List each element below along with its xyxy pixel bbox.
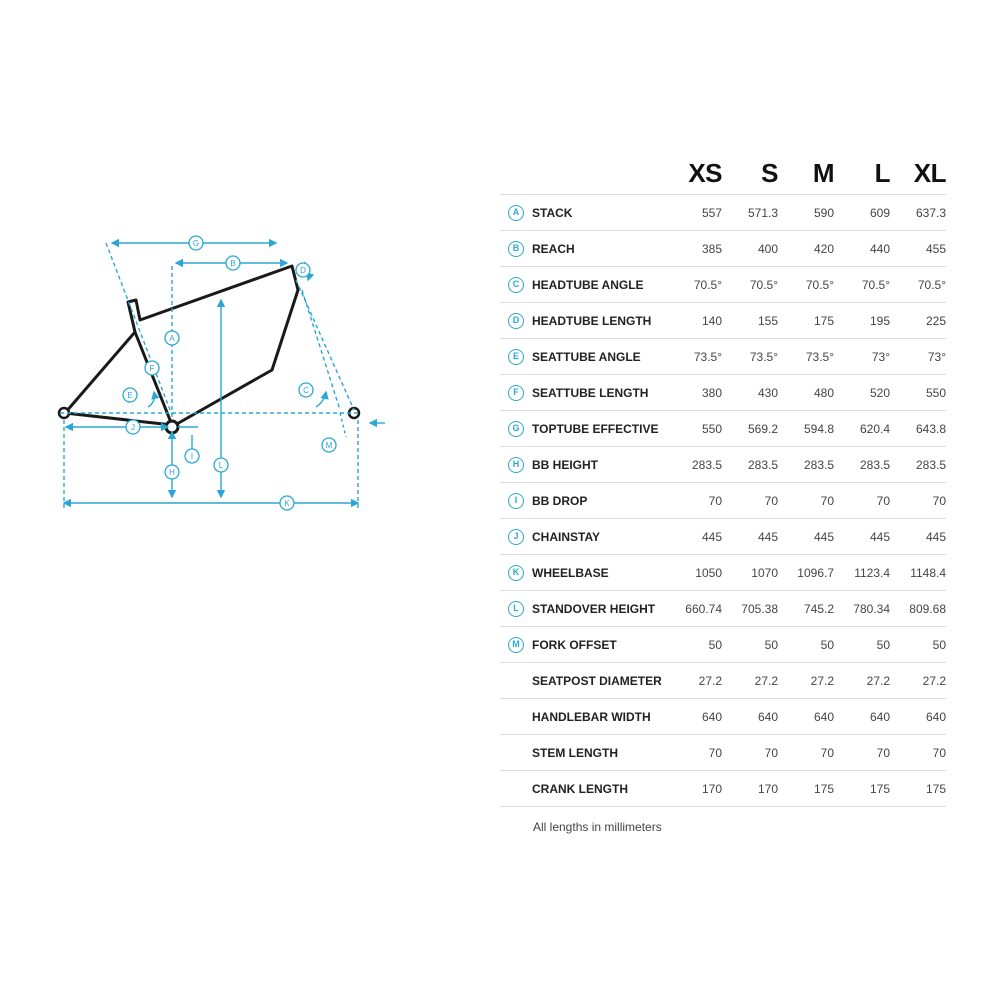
row-value: 660.74 bbox=[685, 601, 722, 616]
row-value: 445 bbox=[869, 529, 890, 544]
row-label: SEATPOST DIAMETER bbox=[532, 673, 662, 688]
table-row bbox=[500, 194, 946, 230]
row-value: 283.5 bbox=[803, 457, 834, 472]
row-value: 73.5° bbox=[749, 349, 778, 364]
row-value: 550 bbox=[925, 385, 946, 400]
row-marker-icon: F bbox=[508, 385, 524, 401]
units-note: All lengths in millimeters bbox=[533, 820, 662, 834]
svg-text:E: E bbox=[127, 391, 133, 400]
svg-text:H: H bbox=[169, 468, 175, 477]
row-value: 70 bbox=[932, 493, 946, 508]
geometry-table bbox=[500, 152, 946, 807]
row-value: 175 bbox=[813, 313, 834, 328]
row-value: 1096.7 bbox=[797, 565, 834, 580]
row-marker-icon: H bbox=[508, 457, 524, 473]
table-row bbox=[500, 266, 946, 302]
marker-c-icon bbox=[299, 383, 313, 397]
row-value: 640 bbox=[757, 709, 778, 724]
svg-text:L: L bbox=[218, 461, 224, 470]
size-header: XS bbox=[688, 157, 722, 188]
table-row bbox=[500, 302, 946, 338]
marker-h-icon bbox=[165, 465, 179, 479]
row-value: 50 bbox=[764, 637, 778, 652]
row-value: 640 bbox=[813, 709, 834, 724]
row-value: 455 bbox=[925, 241, 946, 256]
row-value: 225 bbox=[925, 313, 946, 328]
svg-text:A: A bbox=[169, 334, 175, 343]
row-value: 73.5° bbox=[693, 349, 722, 364]
row-value: 520 bbox=[869, 385, 890, 400]
marker-m-icon bbox=[322, 438, 336, 452]
marker-k-icon bbox=[280, 496, 294, 510]
marker-a-icon bbox=[165, 331, 179, 345]
row-value: 640 bbox=[701, 709, 722, 724]
row-value: 385 bbox=[701, 241, 722, 256]
row-value: 175 bbox=[813, 781, 834, 796]
row-value: 70.5° bbox=[749, 277, 778, 292]
row-marker-icon: L bbox=[508, 601, 524, 617]
row-label: STACK bbox=[532, 205, 573, 220]
table-row bbox=[500, 626, 946, 662]
row-marker-icon: C bbox=[508, 277, 524, 293]
row-value: 155 bbox=[757, 313, 778, 328]
row-marker-icon: D bbox=[508, 313, 524, 329]
row-value: 27.2 bbox=[754, 673, 778, 688]
row-value: 440 bbox=[869, 241, 890, 256]
row-value: 70 bbox=[820, 493, 834, 508]
row-value: 70 bbox=[764, 745, 778, 760]
size-header: L bbox=[874, 157, 890, 188]
row-value: 70 bbox=[876, 745, 890, 760]
row-value: 745.2 bbox=[803, 601, 834, 616]
svg-text:D: D bbox=[300, 266, 306, 275]
row-marker-icon: J bbox=[508, 529, 524, 545]
row-marker-icon: I bbox=[508, 493, 524, 509]
row-label: FORK OFFSET bbox=[532, 637, 617, 652]
row-value: 640 bbox=[869, 709, 890, 724]
row-label: WHEELBASE bbox=[532, 565, 609, 580]
size-header: S bbox=[761, 157, 778, 188]
row-value: 430 bbox=[757, 385, 778, 400]
row-marker-icon: K bbox=[508, 565, 524, 581]
row-value: 50 bbox=[708, 637, 722, 652]
table-row bbox=[500, 338, 946, 374]
size-header-row bbox=[500, 152, 946, 194]
row-label: REACH bbox=[532, 241, 575, 256]
row-label: STANDOVER HEIGHT bbox=[532, 601, 656, 616]
row-value: 70 bbox=[708, 493, 722, 508]
svg-text:M: M bbox=[325, 441, 333, 450]
row-value: 550 bbox=[701, 421, 722, 436]
row-value: 809.68 bbox=[909, 601, 946, 616]
row-marker-icon: M bbox=[508, 637, 524, 653]
row-value: 70.5° bbox=[693, 277, 722, 292]
marker-i-icon bbox=[185, 449, 199, 463]
marker-f-icon bbox=[145, 361, 159, 375]
row-value: 571.3 bbox=[747, 205, 778, 220]
table-row bbox=[500, 230, 946, 266]
row-value: 175 bbox=[925, 781, 946, 796]
table-body bbox=[500, 194, 946, 807]
frame-geometry-diagram bbox=[40, 220, 440, 530]
row-value: 73° bbox=[927, 349, 946, 364]
row-value: 50 bbox=[876, 637, 890, 652]
table-row bbox=[500, 590, 946, 626]
svg-text:K: K bbox=[284, 499, 290, 508]
row-value: 609 bbox=[869, 205, 890, 220]
table-row bbox=[500, 482, 946, 518]
row-value: 70.5° bbox=[861, 277, 890, 292]
row-value: 27.2 bbox=[866, 673, 890, 688]
row-value: 50 bbox=[932, 637, 946, 652]
row-label: BB HEIGHT bbox=[532, 457, 598, 472]
row-value: 70.5° bbox=[917, 277, 946, 292]
row-value: 1070 bbox=[751, 565, 778, 580]
row-value: 705.38 bbox=[741, 601, 778, 616]
row-value: 283.5 bbox=[747, 457, 778, 472]
svg-text:G: G bbox=[192, 239, 200, 248]
row-marker-icon: E bbox=[508, 349, 524, 365]
row-value: 780.34 bbox=[853, 601, 890, 616]
row-label: HEADTUBE ANGLE bbox=[532, 277, 644, 292]
marker-b-icon bbox=[226, 256, 240, 270]
row-value: 445 bbox=[757, 529, 778, 544]
row-label: TOPTUBE EFFECTIVE bbox=[532, 421, 659, 436]
table-row bbox=[500, 662, 946, 698]
row-value: 195 bbox=[869, 313, 890, 328]
row-value: 643.8 bbox=[915, 421, 946, 436]
row-label: STEM LENGTH bbox=[532, 745, 618, 760]
row-value: 420 bbox=[813, 241, 834, 256]
row-label: BB DROP bbox=[532, 493, 588, 508]
size-header: M bbox=[812, 157, 834, 188]
size-header: XL bbox=[913, 157, 946, 188]
row-value: 480 bbox=[813, 385, 834, 400]
row-value: 1148.4 bbox=[910, 565, 946, 580]
table-row bbox=[500, 374, 946, 410]
row-marker-icon: G bbox=[508, 421, 524, 437]
row-value: 594.8 bbox=[803, 421, 834, 436]
row-label: CHAINSTAY bbox=[532, 529, 601, 544]
row-label: CRANK LENGTH bbox=[532, 781, 628, 796]
row-value: 70.5° bbox=[805, 277, 834, 292]
svg-text:F: F bbox=[149, 364, 155, 373]
row-value: 27.2 bbox=[810, 673, 834, 688]
marker-l-icon bbox=[214, 458, 228, 472]
table-row bbox=[500, 770, 946, 807]
row-value: 445 bbox=[813, 529, 834, 544]
table-row bbox=[500, 446, 946, 482]
row-value: 140 bbox=[701, 313, 722, 328]
row-value: 283.5 bbox=[859, 457, 890, 472]
row-value: 70 bbox=[708, 745, 722, 760]
bike-frame bbox=[65, 266, 298, 425]
row-marker-icon: B bbox=[508, 241, 524, 257]
marker-e-icon bbox=[123, 388, 137, 402]
row-value: 73° bbox=[871, 349, 890, 364]
row-value: 569.2 bbox=[747, 421, 778, 436]
table-row bbox=[500, 410, 946, 446]
row-value: 73.5° bbox=[805, 349, 834, 364]
table-row bbox=[500, 554, 946, 590]
row-marker-icon: A bbox=[508, 205, 524, 221]
row-label: SEATTUBE ANGLE bbox=[532, 349, 641, 364]
row-value: 27.2 bbox=[698, 673, 722, 688]
svg-text:J: J bbox=[131, 423, 135, 432]
row-value: 637.3 bbox=[915, 205, 946, 220]
row-value: 380 bbox=[701, 385, 722, 400]
row-value: 400 bbox=[757, 241, 778, 256]
row-value: 170 bbox=[701, 781, 722, 796]
row-value: 70 bbox=[820, 745, 834, 760]
row-value: 27.2 bbox=[922, 673, 946, 688]
table-row bbox=[500, 698, 946, 734]
row-value: 445 bbox=[701, 529, 722, 544]
row-value: 70 bbox=[764, 493, 778, 508]
row-value: 445 bbox=[925, 529, 946, 544]
row-value: 175 bbox=[869, 781, 890, 796]
row-value: 70 bbox=[876, 493, 890, 508]
svg-text:C: C bbox=[303, 386, 309, 395]
row-value: 640 bbox=[925, 709, 946, 724]
row-value: 1050 bbox=[695, 565, 722, 580]
marker-j-icon bbox=[126, 420, 140, 434]
row-value: 1123.4 bbox=[854, 565, 890, 580]
row-value: 620.4 bbox=[859, 421, 890, 436]
table-row bbox=[500, 734, 946, 770]
svg-text:I: I bbox=[190, 452, 194, 461]
row-label: HEADTUBE LENGTH bbox=[532, 313, 652, 328]
table-row bbox=[500, 518, 946, 554]
row-value: 50 bbox=[820, 637, 834, 652]
row-value: 283.5 bbox=[691, 457, 722, 472]
row-value: 557 bbox=[701, 205, 722, 220]
row-label: SEATTUBE LENGTH bbox=[532, 385, 649, 400]
svg-text:B: B bbox=[230, 259, 236, 268]
marker-d-icon bbox=[296, 263, 310, 277]
row-value: 590 bbox=[813, 205, 834, 220]
row-label: HANDLEBAR WIDTH bbox=[532, 709, 651, 724]
marker-g-icon bbox=[189, 236, 203, 250]
row-value: 283.5 bbox=[915, 457, 946, 472]
row-value: 70 bbox=[932, 745, 946, 760]
dimension-markers bbox=[123, 236, 336, 510]
row-value: 170 bbox=[757, 781, 778, 796]
